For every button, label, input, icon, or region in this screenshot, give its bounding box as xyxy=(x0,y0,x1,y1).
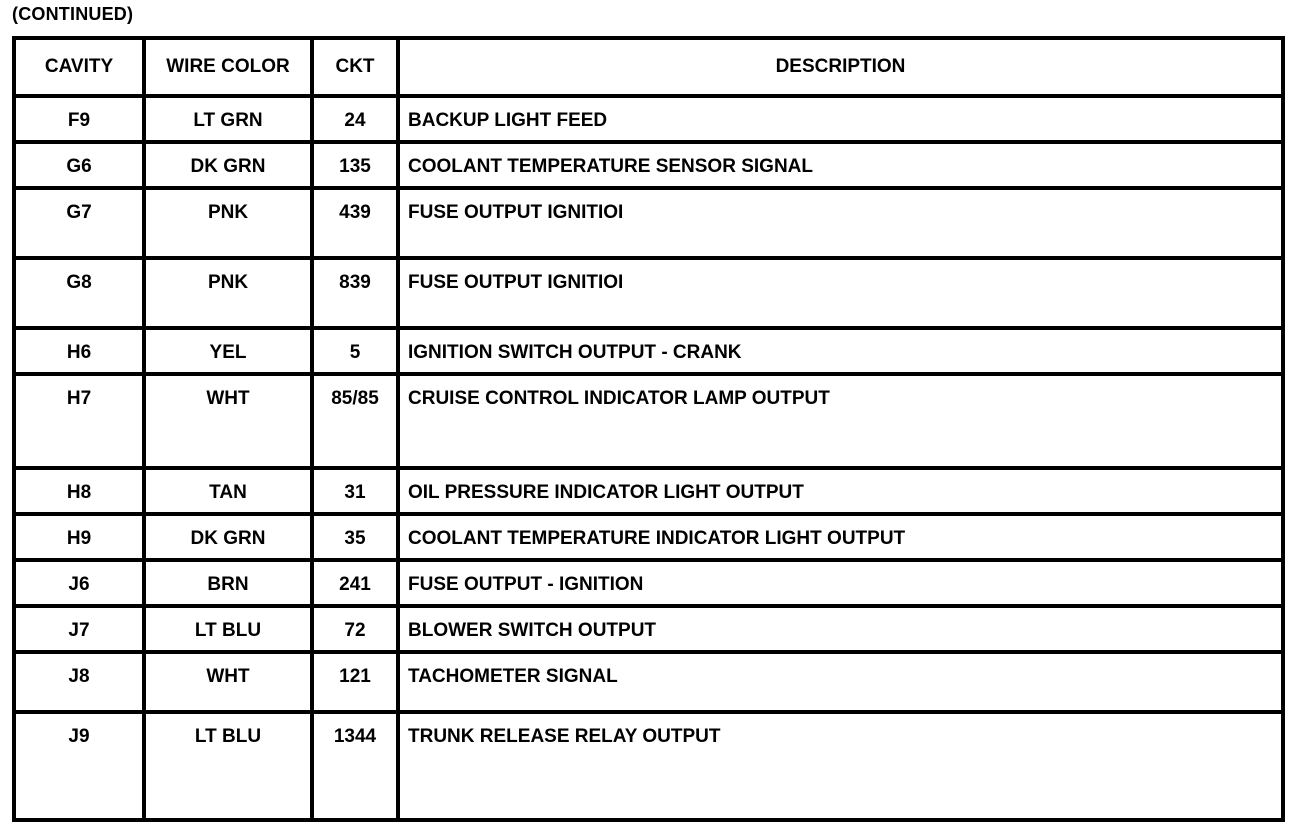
cavity-cell: J6 xyxy=(16,562,146,608)
wire-color-cell: LT BLU xyxy=(146,608,314,654)
header-description: DESCRIPTION xyxy=(400,40,1281,98)
ckt-cell: 121 xyxy=(314,654,400,714)
cavity-cell: J9 xyxy=(16,714,146,818)
cavity-cell: H6 xyxy=(16,330,146,376)
description-cell: FUSE OUTPUT IGNITIOI xyxy=(400,190,1281,260)
ckt-cell: 24 xyxy=(314,98,400,144)
connector-cavity-table xyxy=(12,36,1285,822)
description-cell: TACHOMETER SIGNAL xyxy=(400,654,1281,714)
wire-color-cell: BRN xyxy=(146,562,314,608)
wire-color-cell: PNK xyxy=(146,260,314,330)
description-cell: BLOWER SWITCH OUTPUT xyxy=(400,608,1281,654)
description-cell: COOLANT TEMPERATURE SENSOR SIGNAL xyxy=(400,144,1281,190)
wire-color-cell: TAN xyxy=(146,470,314,516)
description-cell: CRUISE CONTROL INDICATOR LAMP OUTPUT xyxy=(400,376,1281,470)
ckt-cell: 439 xyxy=(314,190,400,260)
ckt-cell: 85/85 xyxy=(314,376,400,470)
description-cell: OIL PRESSURE INDICATOR LIGHT OUTPUT xyxy=(400,470,1281,516)
description-cell: FUSE OUTPUT IGNITIOI xyxy=(400,260,1281,330)
continued-label: (CONTINUED) xyxy=(12,4,134,24)
description-cell: FUSE OUTPUT - IGNITION xyxy=(400,562,1281,608)
wire-color-cell: LT BLU xyxy=(146,714,314,818)
wire-color-cell: PNK xyxy=(146,190,314,260)
cavity-cell: G6 xyxy=(16,144,146,190)
cavity-cell: F9 xyxy=(16,98,146,144)
cavity-cell: G8 xyxy=(16,260,146,330)
header-cavity: CAVITY xyxy=(16,40,146,98)
ckt-cell: 31 xyxy=(314,470,400,516)
cavity-cell: H8 xyxy=(16,470,146,516)
cavity-cell: H7 xyxy=(16,376,146,470)
header-ckt: CKT xyxy=(314,40,400,98)
description-cell: BACKUP LIGHT FEED xyxy=(400,98,1281,144)
ckt-cell: 35 xyxy=(314,516,400,562)
wire-color-cell: LT GRN xyxy=(146,98,314,144)
header-wire-color: WIRE COLOR xyxy=(146,40,314,98)
ckt-cell: 72 xyxy=(314,608,400,654)
cavity-cell: J7 xyxy=(16,608,146,654)
cavity-cell: H9 xyxy=(16,516,146,562)
cavity-cell: J8 xyxy=(16,654,146,714)
cavity-cell: G7 xyxy=(16,190,146,260)
description-cell: TRUNK RELEASE RELAY OUTPUT xyxy=(408,726,721,747)
ckt-cell: 5 xyxy=(314,330,400,376)
wire-color-cell: WHT xyxy=(146,376,314,470)
description-cell: IGNITION SWITCH OUTPUT - CRANK xyxy=(400,330,1281,376)
wire-color-cell: YEL xyxy=(146,330,314,376)
ckt-cell: 839 xyxy=(314,260,400,330)
wire-color-cell: WHT xyxy=(146,654,314,714)
ckt-cell: 135 xyxy=(314,144,400,190)
ckt-cell: 1344 xyxy=(314,714,400,818)
wire-color-cell: DK GRN xyxy=(146,516,314,562)
ckt-cell: 241 xyxy=(314,562,400,608)
wire-color-cell: DK GRN xyxy=(146,144,314,190)
description-cell: COOLANT TEMPERATURE INDICATOR LIGHT OUTPUT xyxy=(400,516,1281,562)
